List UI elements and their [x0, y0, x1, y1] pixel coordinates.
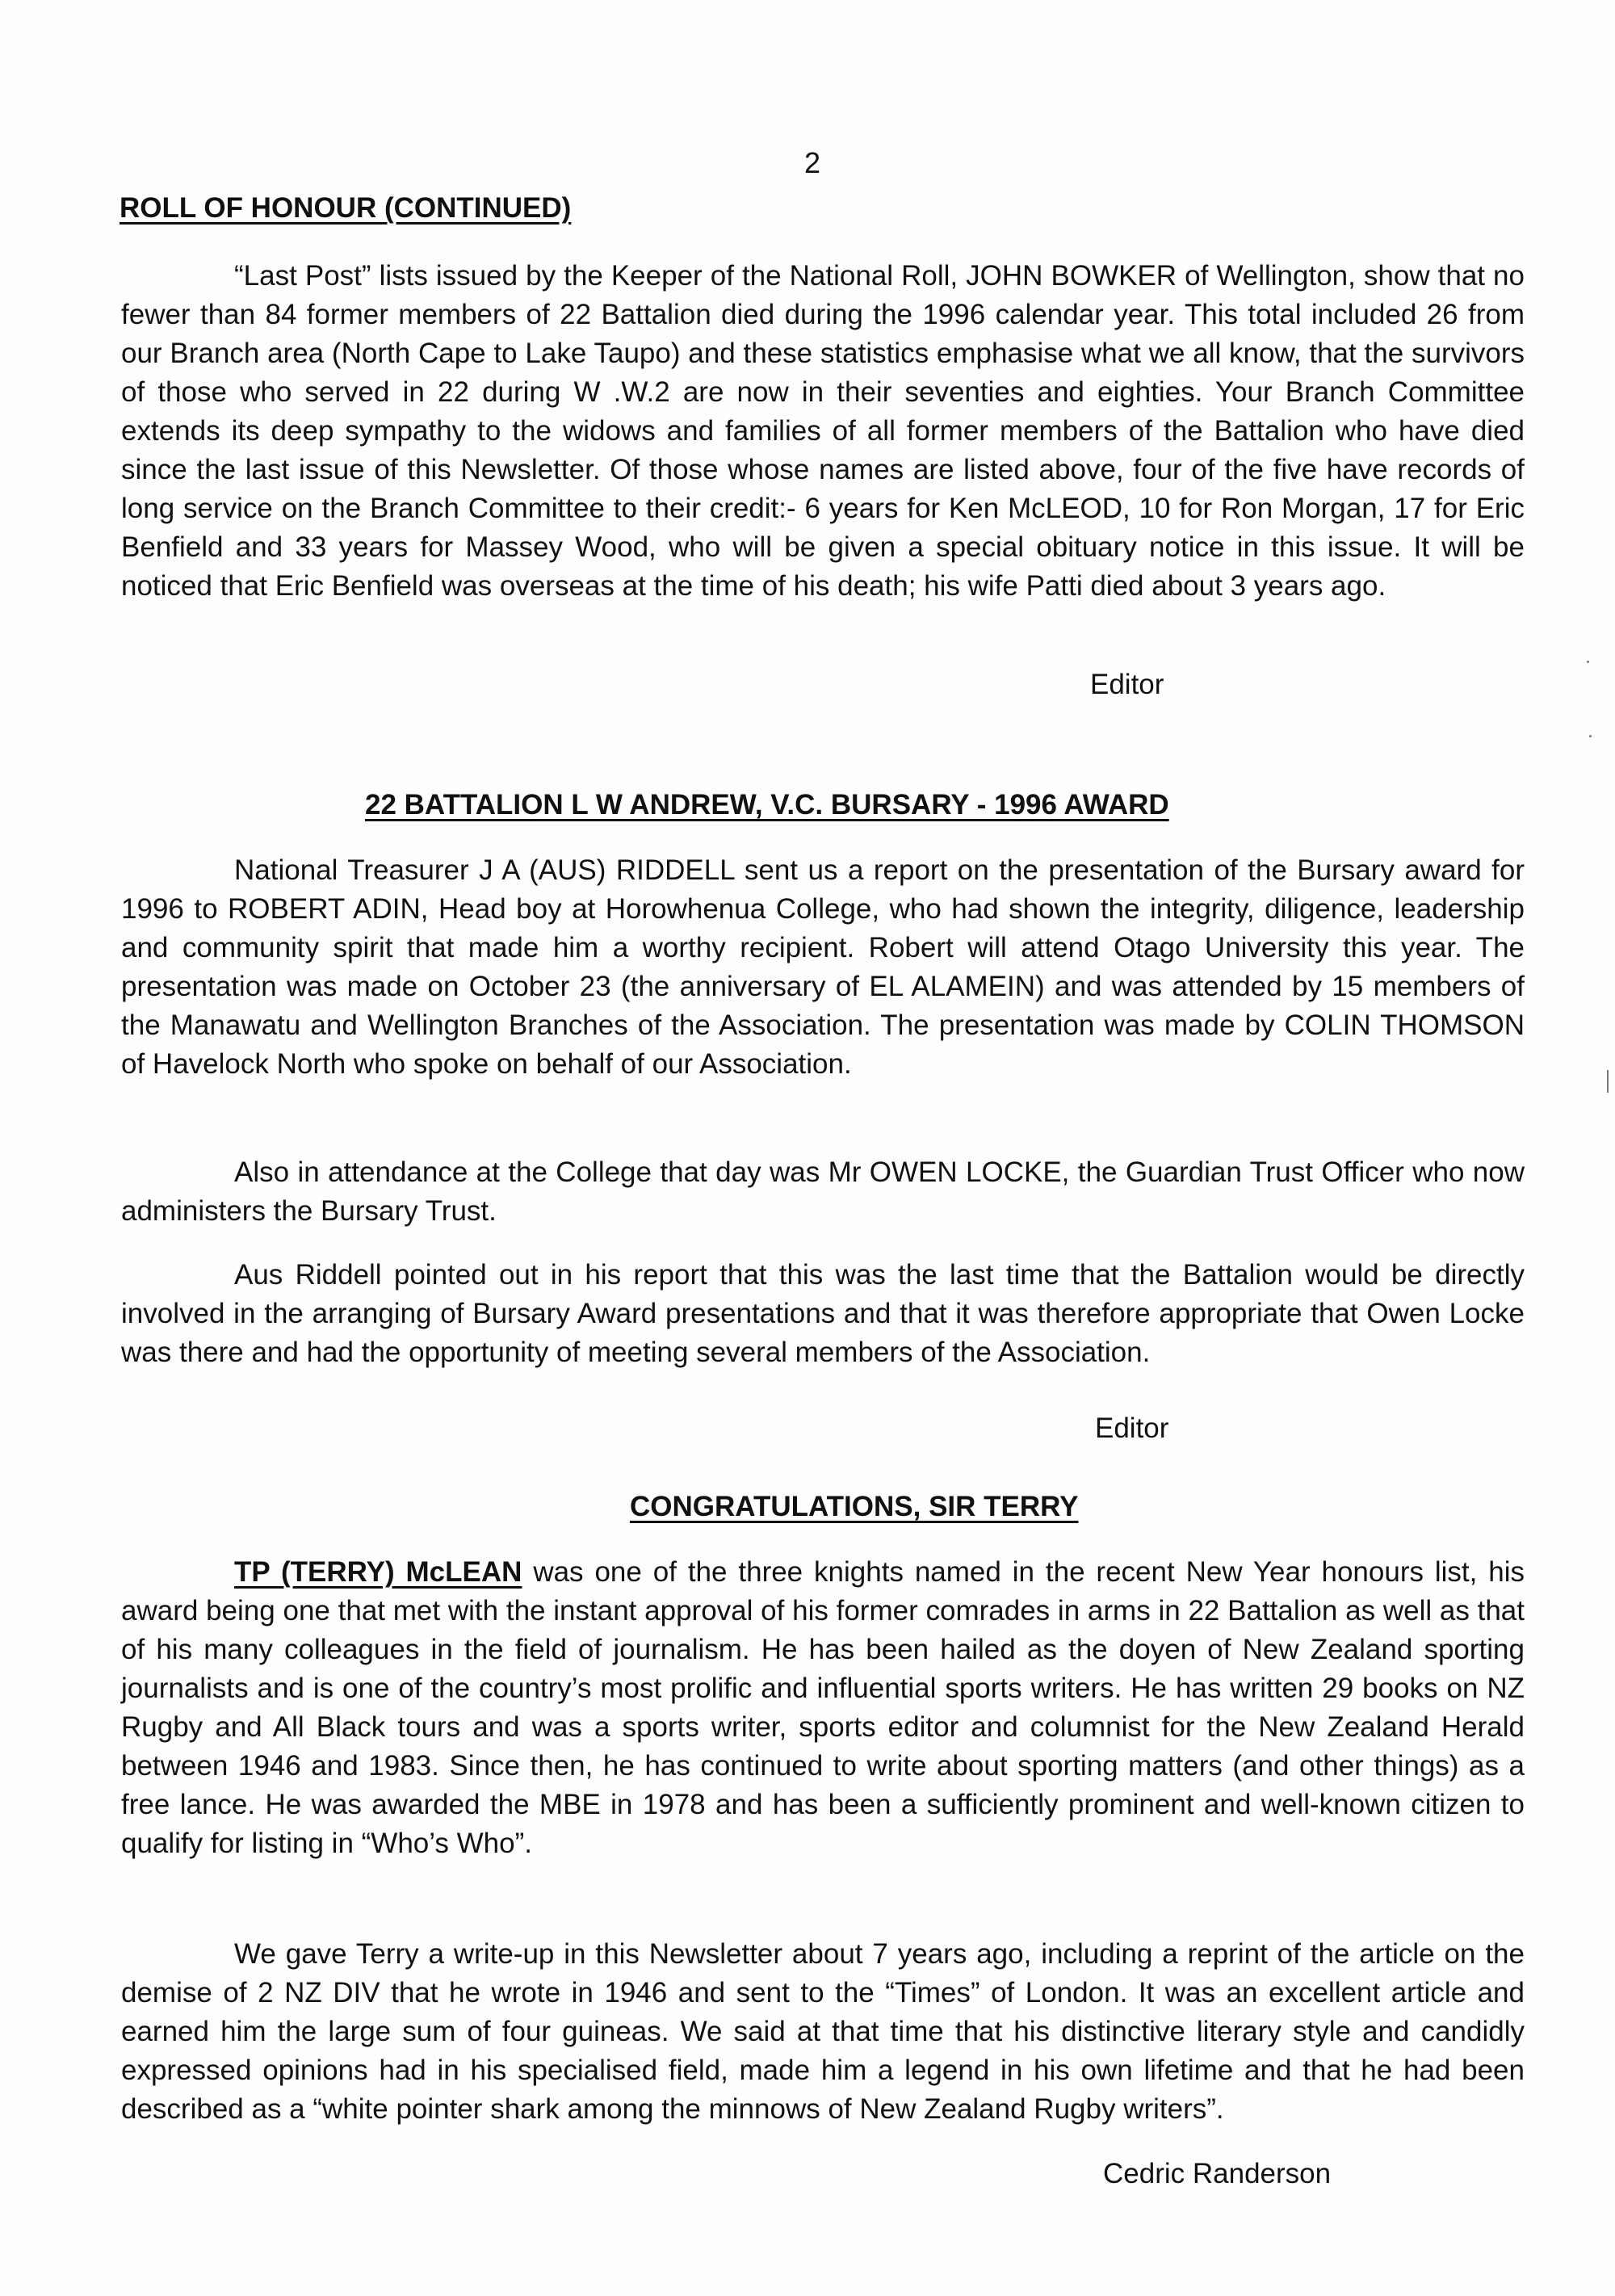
scan-speck	[1589, 735, 1592, 737]
terry-mclean-name: TP (TERRY) McLEAN	[234, 1556, 522, 1588]
scan-speck	[1587, 661, 1589, 663]
bursary-paragraph-2: Also in attendance at the College that day was Mr OWEN LOCKE, the Guardian Trust Officer who now administers the Bursary Trust.	[121, 1156, 1525, 1227]
roll-of-honour-signature: Editor	[1090, 669, 1164, 700]
page-number: 2	[804, 146, 821, 179]
bursary-paragraph-1: National Treasurer J A (AUS) RIDDELL sent us a report on the presentation of the Bursary award for 1996 to ROBERT ADIN, Head boy at Horowhenua College, who had shown the integrity, diligence, leadership and community spirit that made him a worthy recipient. Robert will attend Otago University this year. The presentation was made on October 23 (the anniversary of EL ALAMEIN) and was attended by 15 members of the Manawatu and Wellington Branches of the Association. The presentation was made by COLIN THOMSON of Havelock North who spoke on behalf of our Association.	[121, 854, 1525, 1080]
congratulations-heading: CONGRATULATIONS, SIR TERRY	[630, 1491, 1079, 1522]
roll-of-honour-heading: ROLL OF HONOUR (CONTINUED)	[120, 192, 572, 224]
roll-of-honour-paragraph: “Last Post” lists issued by the Keeper of the National Roll, JOHN BOWKER of Wellington, show that no fewer than 84 former members of 22 Battalion died during the 1996 calendar year. This total included 26 from our Branch area (North Cape to Lake Taupo) and these statistics emphasise what we all know, that the survivors of those who served in 22 during W .W.2 are now in their seventies and eighties. Your Branch Committee extends its deep sympathy to the widows and families of all former members of the Battalion who have died since the last issue of this Newsletter. Of those whose names are listed above, four of the five have records of long service on the Branch Committee to their credit:- 6 years for Ken McLEOD, 10 for Ron Morgan, 17 for Eric Benfield and 33 years for Massey Wood, who will be given a special obituary notice in this issue. It will be noticed that Eric Benfield was overseas at the time of his death; his wife Patti died about 3 years ago.	[121, 260, 1525, 602]
bursary-signature: Editor	[1095, 1412, 1169, 1444]
congratulations-paragraph-1-text: was one of the three knights named in the recent New Year honours list, his award being one that met with the instant approval of his former comrades in arms in 22 Battalion as well as that of his many colleagues in the field of journalism. He has been hailed as the doyen of New Zealand sporting journalists and is one of the country’s most prolific and influential sports writers. He has written 29 books on NZ Rugby and All Black tours and was a sports writer, sports editor and columnist for the New Zealand Herald between 1946 and 1983. Since then, he has continued to write about sporting matters (and other things) as a free lance. He was awarded the MBE in 1978 and has been a sufficiently prominent and well-known citizen to qualify for listing in “Who’s Who”.	[121, 1556, 1525, 1859]
bursary-heading: 22 BATTALION L W ANDREW, V.C. BURSARY - 1996 AWARD	[365, 789, 1169, 821]
congratulations-paragraph-1	[121, 1553, 1525, 1863]
scan-speck	[1607, 1070, 1609, 1093]
bursary-paragraph-3: Aus Riddell pointed out in his report that this was the last time that the Battalion would be directly involved in the arranging of Bursary Award presentations and that it was therefore appropriate that Owen Locke was there and had the opportunity of meeting several members of the Association.	[121, 1259, 1525, 1368]
congratulations-paragraph-2: We gave Terry a write-up in this Newsletter about 7 years ago, including a reprint of the article on the demise of 2 NZ DIV that he wrote in 1946 and sent to the “Times” of London. It was an excellent article and earned him the large sum of four guineas. We said at that time that his distinctive literary style and candidly expressed opinions had in his specialised field, made him a legend in his own lifetime and that he had been described as a “white pointer shark among the minnows of New Zealand Rugby writers”.	[121, 1938, 1525, 2125]
congratulations-signature: Cedric Randerson	[1103, 2158, 1332, 2189]
